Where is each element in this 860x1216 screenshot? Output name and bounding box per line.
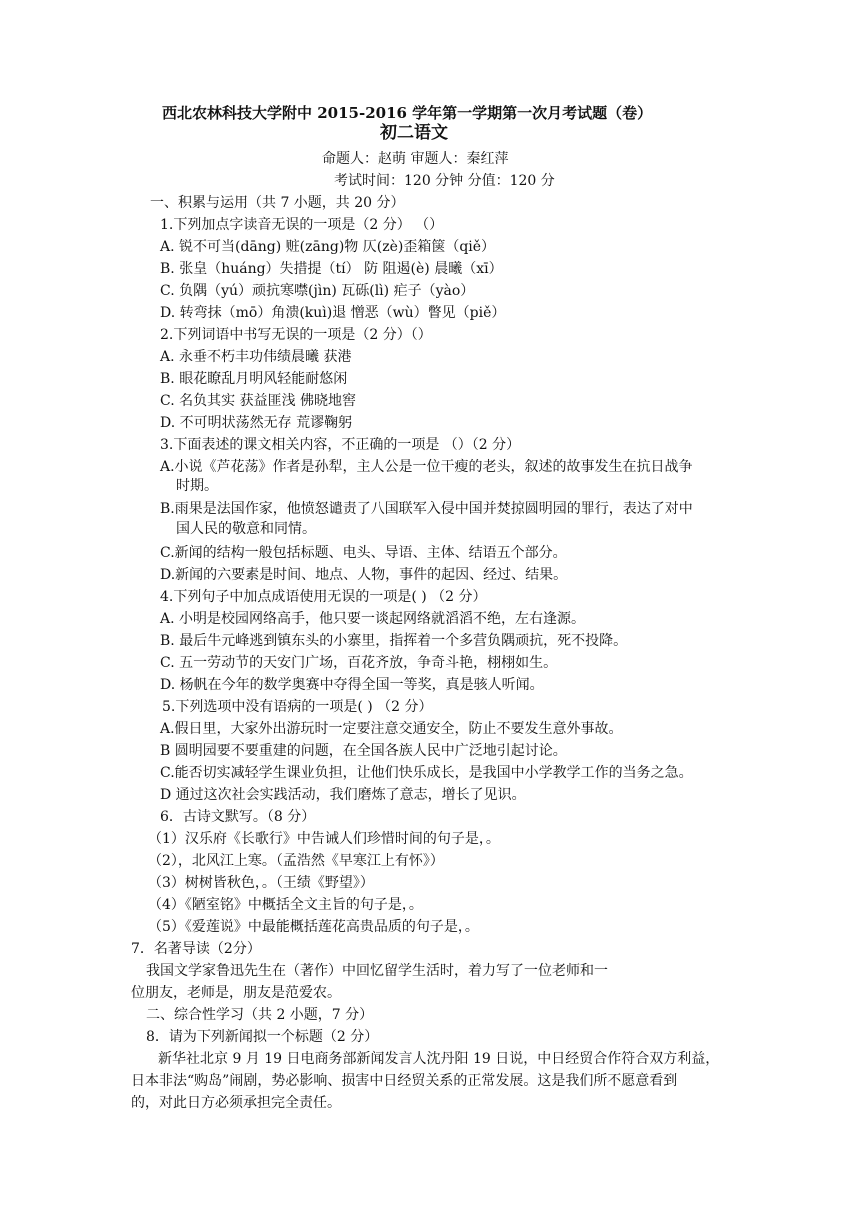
option-a: A.小说《芦花荡》作者是孙犁，主人公是一位干瘦的老头，叙述的故事发生在抗日战争 <box>160 459 693 475</box>
option-d: D 通过这次社会实践活动，我们磨炼了意志，增长了见识。 <box>160 787 526 803</box>
option-d: D. 杨帆在今年的数学奥赛中夺得全国一等奖，真是骇人听闻。 <box>160 677 544 693</box>
news-paragraph: 日本非法“购岛”闹剧，势必影响、损害中日经贸关系的正常发展。这是我们所不愿意看到 <box>131 1073 678 1089</box>
option-b: B. 张皇（huáng）失措提（tí） 防 阻遏(è) 晨曦（xī） <box>160 261 503 277</box>
option-a: A. 永垂不朽丰功伟绩晨曦 获港 <box>160 349 352 365</box>
question-stem: 6．古诗文默写。（8 分） <box>160 809 316 825</box>
question-text: 我国文学家鲁迅先生在（著作）中回忆留学生活时，着力写了一位老师和一 <box>146 963 608 979</box>
question-stem: 3.下面表述的课文相关内容，不正确的一项是 （）（2 分） <box>160 437 521 453</box>
poem-blank-4: （4）《陋室铭》中概括全文主旨的句子是，。 <box>148 897 423 913</box>
option-d: D. 转弯抹（mō）角溃(kuì)退 憎恶（wù）瞥见（piě） <box>160 305 506 321</box>
question-stem: 4.下列句子中加点成语使用无误的一项是( ) （2 分） <box>160 589 487 605</box>
exam-authors: 命题人：赵萌 审题人：秦红萍 <box>322 151 509 167</box>
poem-blank-3: （3）树树皆秋色，。（王绩《野望》） <box>148 875 374 891</box>
option-a: A.假日里，大家外出游玩时一定要注意交通安全，防止不要发生意外事故。 <box>160 721 623 737</box>
poem-blank-1: （1）汉乐府《长歌行》中告诫人们珍惜时间的句子是，。 <box>148 831 500 847</box>
question-text: 位朋友，老师是，朋友是范爱农。 <box>131 985 341 1001</box>
option-a-continued: 时期。 <box>176 478 218 494</box>
poem-blank-2: （2），北风江上寒。（孟浩然《早寒江上有怀》） <box>148 853 444 869</box>
option-b: B. 眼花瞭乱月明风轻能耐悠闲 <box>160 371 348 387</box>
question-stem: 5.下列选项中没有语病的一项是( ) （2 分） <box>162 699 433 715</box>
option-b-continued: 国人民的敬意和同情。 <box>176 521 316 537</box>
question-stem: 8．请为下列新闻拟一个标题（2 分） <box>146 1029 379 1045</box>
option-b: B 圆明园要不要重建的问题，在全国各族人民中广泛地引起讨论。 <box>160 743 567 759</box>
news-paragraph: 的，对此日方必须承担完全责任。 <box>131 1095 341 1111</box>
section-heading: 二、综合性学习（共 2 小题，7 分） <box>146 1007 374 1023</box>
poem-blank-5: （5）《爱莲说》中最能概括莲花高贵品质的句子是，。 <box>148 919 479 935</box>
question-stem: 7．名著导读（2分） <box>131 941 261 957</box>
option-c: C. 五一劳动节的天安门广场，百花齐放，争奇斗艳，栩栩如生。 <box>160 655 558 671</box>
exam-info: 考试时间：120 分钟 分值：120 分 <box>334 173 555 189</box>
option-d: D. 不可明状荡然无存 荒谬鞠躬 <box>160 415 353 431</box>
option-d: D.新闻的六要素是时间、地点、人物，事件的起因、经过、结果。 <box>160 567 568 583</box>
option-c: C.能否切实减轻学生课业负担，让他们快乐成长，是我国中小学教学工作的当务之急。 <box>160 765 693 781</box>
option-c: C. 负隅（yú）顽抗寒噤(jìn) 瓦砾(lì) 疟子（yào） <box>160 283 475 299</box>
section-heading: 一、积累与运用（共 7 小题，共 20 分） <box>150 195 405 211</box>
option-c: C.新闻的结构一般包括标题、电头、导语、主体、结语五个部分。 <box>160 545 567 561</box>
question-stem: 1.下列加点字读音无误的一项是（2 分） （） <box>160 217 444 233</box>
option-a: A. 锐不可当(dāng) 赃(zāng)物 仄(zè)歪箱箧（qiě） <box>160 239 496 255</box>
exam-title: 西北农林科技大学附中 2015-2016 学年第一学期第一次月考试题（卷） <box>162 104 653 122</box>
question-stem: 2.下列词语中书写无误的一项是（2 分）（） <box>160 327 432 343</box>
subject-title: 初二语文 <box>380 123 448 143</box>
option-b: B.雨果是法国作家，他愤怒谴责了八国联军入侵中国并焚掠圆明园的罪行，表达了对中 <box>160 501 693 517</box>
option-a: A. 小明是校园网络高手，他只要一谈起网络就滔滔不绝，左右逢源。 <box>160 611 586 627</box>
option-b: B. 最后牛元峰逃到镇东头的小寨里，指挥着一个多营负隅顽抗，死不投降。 <box>160 633 628 649</box>
news-paragraph: 新华社北京 9 月 19 日电商务部新闻发言人沈丹阳 19 日说，中日经贸合作符合双方利益， <box>158 1051 720 1067</box>
option-c: C. 名负其实 获益匪浅 佛晓地窖 <box>160 393 357 409</box>
